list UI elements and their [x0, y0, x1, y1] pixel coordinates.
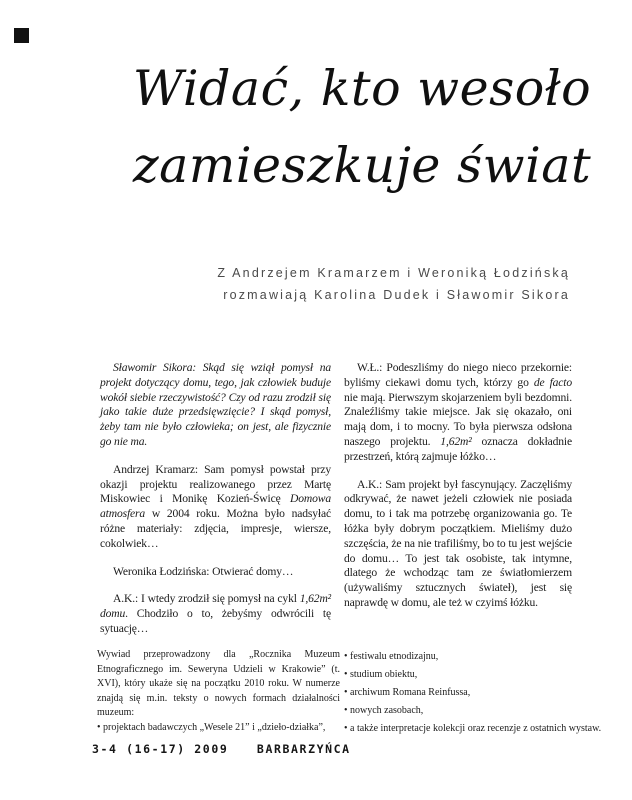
text-segment: Sławomir Sikora: Skąd się wziął pomysł na projekt dotyczący domu, tego, jak człowiek buduje wokół siebie rzeczywistość? Czy od razu zrodził się jako takie duże przedsięwzięcie? I skąd pomysł, żeby tam nie było człowieka; on jest, ale fizycznie go nie ma. — [100, 361, 331, 448]
footnote-item: • nowych zasobach, — [344, 705, 424, 716]
text-segment: W.Ł.: Podeszliśmy do niego nieco przekornie: byliśmy ciekawi domu tych, którzy go — [344, 361, 572, 389]
paragraph — [100, 463, 331, 552]
text-segment: oznacza dokładnie przestrzeń, którą zajmuje łóżko… — [344, 434, 572, 463]
text-segment: de facto — [533, 375, 572, 389]
footnote-item: • a także interpretacje kolekcji oraz recenzje z ostatnich wystaw. — [344, 723, 602, 734]
text-segment: 1,62m² — [440, 434, 472, 448]
subtitle-line-2: rozmawiają Karolina Dudek i Sławomir Sikora — [223, 288, 570, 302]
corner-marker — [14, 28, 29, 43]
footnote-item: Wywiad przeprowadzony dla „Rocznika Muzeum Etnograficznego im. Seweryna Udzieli w Krakowie” (t. XVI), który ukaże się na początku 2010 roku. W numerze znajdą się m.in. teksty o nowych formach działalności muzeum: — [97, 649, 340, 719]
footnote-left — [97, 648, 340, 736]
footnote-item: • festiwalu etnodizajnu, — [344, 651, 439, 662]
left-text-column — [100, 361, 331, 650]
footnote-item: • projektach badawczych „Wesele 21” i „dzieło-działka”, — [97, 721, 326, 733]
text-segment: Domowa atmosfera — [100, 492, 331, 521]
issue-number: 3-4 (16-17) 2009 — [92, 742, 229, 756]
text-segment: 1,62m² domu — [100, 592, 331, 621]
text-segment: Weronika Łodzińska: Otwierać domy… — [113, 564, 294, 578]
article-subtitle — [100, 262, 570, 306]
footnote-right — [344, 648, 618, 738]
text-segment: Andrzej Kramarz: Sam pomysł powstał przy okazji projektu realizowanego przez Martę Miskowiec i Monikę Kozień-Świcę — [100, 462, 331, 506]
text-segment: . Chodziło o to, żebyśmy odwrócili tę sytuację… — [100, 607, 331, 635]
paragraph — [344, 361, 572, 465]
title-line-1: Widać, kto wesoło — [132, 60, 592, 117]
article-title — [100, 50, 624, 204]
magazine-name: BARBARZYŃCA — [256, 742, 351, 756]
paragraph — [100, 565, 331, 580]
page-footer — [92, 742, 351, 756]
subtitle-line-1: Z Andrzejem Kramarzem i Weroniką Łodzińską — [217, 266, 570, 280]
right-text-column — [344, 361, 572, 624]
paragraph — [344, 478, 572, 611]
text-segment: A.K.: Sam projekt był fascynujący. Zaczęliśmy odkrywać, że nawet jeżeli człowiek nie posiada domu, to i tak ma potrzebę organizowania go. Te łóżka były dobrym początkiem. Mieliśmy dużo szczęścia, że na nie trafiliśmy, bo to tu jest wejście do domu… To jest tak osobiste, tak intymne, dlatego że wchodząc tam ze światłomierzem (używaliśmy sztucznych świateł), jest się naprawdę w domu, ale też w czyimś łóżku. — [344, 477, 572, 609]
title-line-2: zamieszkuje świat — [132, 137, 592, 194]
paragraph — [100, 361, 331, 450]
footnote-item: • studium obiektu, — [344, 669, 418, 680]
text-segment: nie mają. Pierwszym skojarzeniem byli bezdomni. Znaleźliśmy takie miejsce. Jak się okazało, oni mają dom, i to mocny. To była pierwsza odsłona naszego projektu. — [344, 390, 572, 448]
text-segment: w 2004 roku. Można było nadsyłać różne materiały: zdjęcia, impresje, wiersze, cokolwiek… — [100, 507, 331, 550]
text-segment: A.K.: I wtedy zrodził się pomysł na cykl — [113, 592, 300, 606]
paragraph — [100, 592, 331, 636]
footnote-item: • archiwum Romana Reinfussa, — [344, 687, 471, 698]
